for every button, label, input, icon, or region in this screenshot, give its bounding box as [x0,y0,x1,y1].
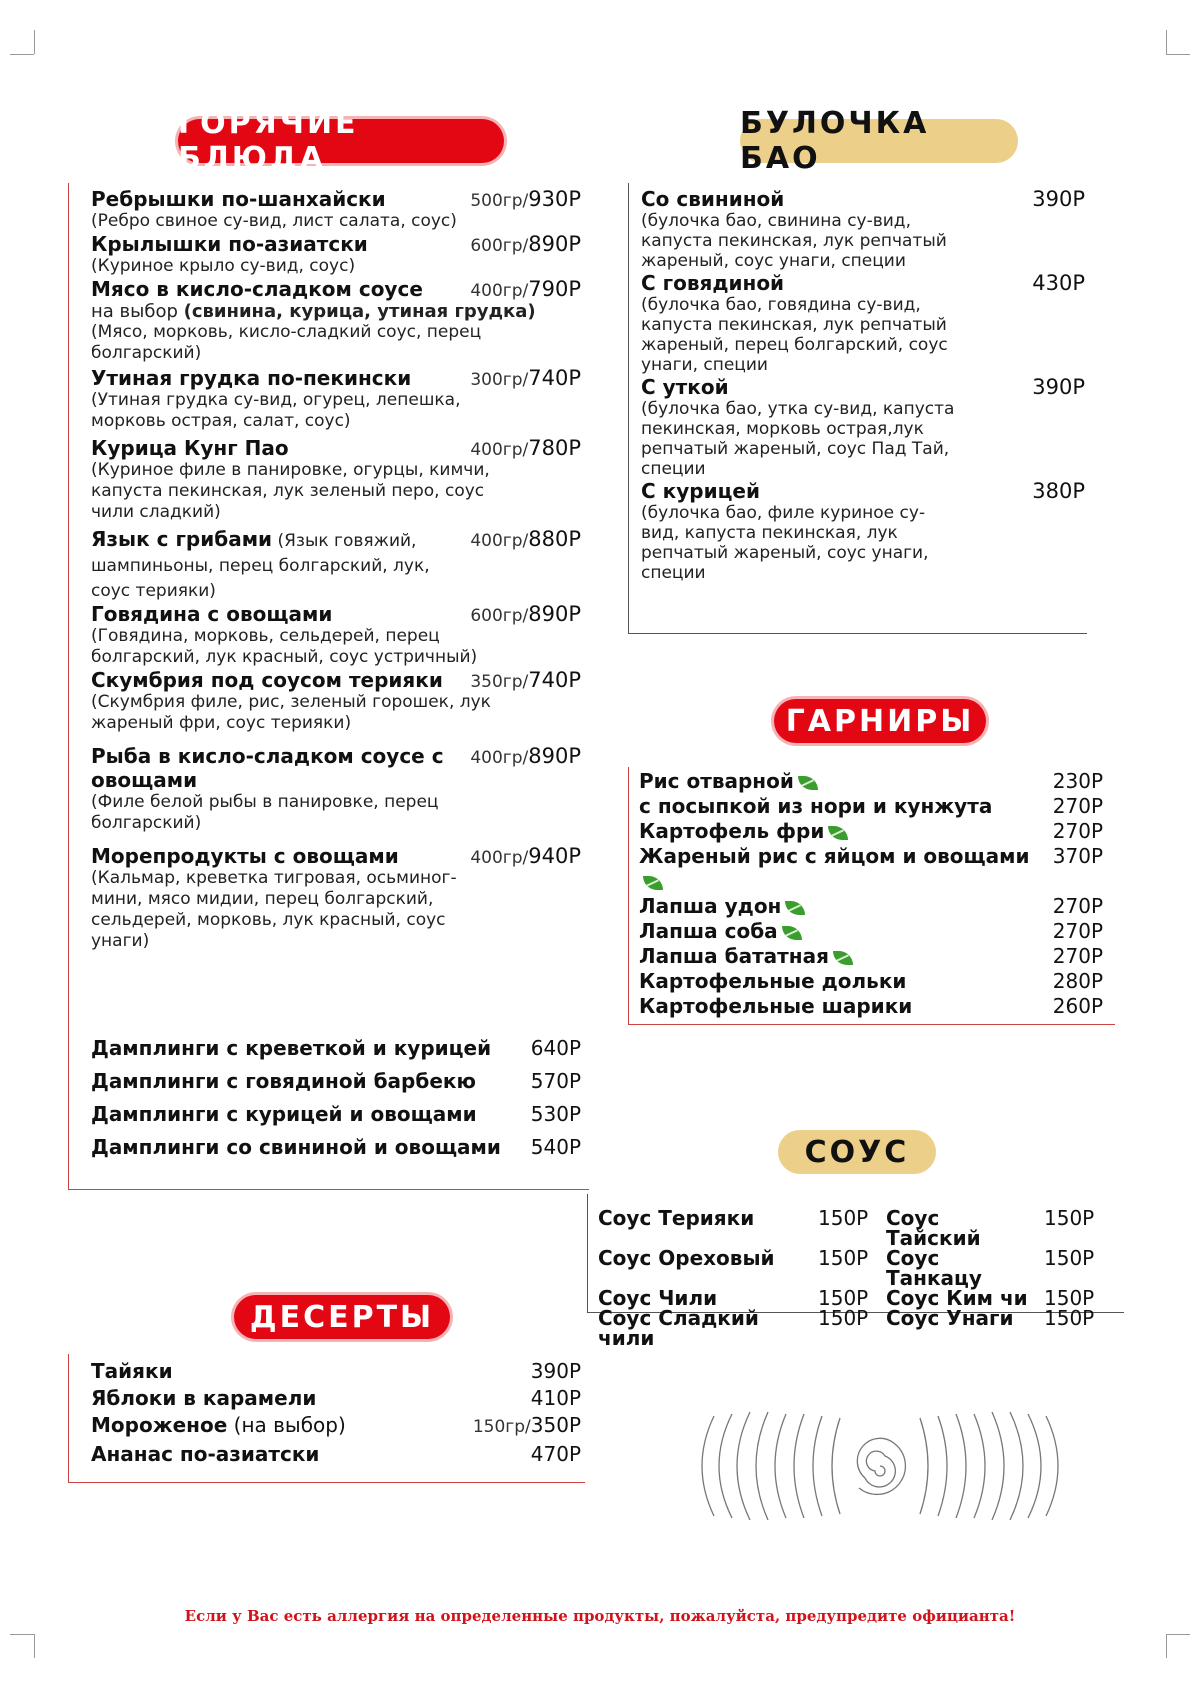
item-name-text: Лапша бататная [639,944,829,968]
item-price-value: 350Р [530,1413,581,1437]
side-item [639,919,1103,944]
menu-item [91,366,581,432]
item-weight: 400гр/ [470,281,529,301]
item-name [639,769,818,794]
item-price-value: 890Р [528,232,581,256]
item-description: (булочка бао, говядина су-вид, капуста пекинская, лук репчатый жареный, перец болгарский, соус унаги, специи [641,295,948,375]
sauce-name: Соус Сладкий чили [598,1306,759,1350]
section-desserts [68,1354,585,1483]
item-option-choices: (свинина, курица, утиная грудка) [183,301,536,322]
item-price-value: 740Р [528,366,581,390]
item-price [470,277,581,303]
item-price-value: 890Р [528,744,581,768]
sauce-name: Соус Терияки [598,1206,755,1230]
dessert-item [91,1385,581,1412]
menu-item [91,668,581,734]
dumpling-item [91,1065,581,1098]
item-name [91,1358,173,1385]
item-name-text: Мороженое [91,1413,228,1437]
item-description: (Скумбрия филе, рис, зеленый горошек, лук жареный фри, соус терияки) [91,692,491,733]
item-name-text: Картофельные шарики [639,994,913,1018]
sauce-grid [598,1208,1104,1348]
item-description: (булочка бао, свинина су-вид, капуста пекинская, лук репчатый жареный, соус унаги, специи [641,211,947,271]
item-price-value: 390Р [530,1359,581,1383]
item-price-value: 880Р [528,527,581,551]
item-weight: 600гр/ [470,236,529,256]
item-description: (булочка бао, филе куриное су-вид, капуста пекинская, лук репчатый жареный, соус унаги, специи [641,503,929,583]
allergy-notice: Если у Вас есть аллергия на определенные продукты, пожалуйста, предупредите официанта! [184,1607,1016,1625]
item-name: С говядиной [641,271,785,295]
item-description: (Куриное крыло су-вид, соус) [91,256,356,276]
dumplings-list [91,1032,581,1164]
item-price [531,1385,581,1412]
crop-mark [1166,1634,1167,1658]
item-name: С уткой [641,375,729,399]
item-name [91,1412,346,1441]
side-item [639,844,1103,894]
item-name-text: Морепродукты с овощами [91,844,399,868]
crop-mark [34,1634,35,1658]
item-price [470,436,581,462]
dumpling-item [91,1098,581,1131]
item-name: Со свининой [641,187,785,211]
item-description: (Филе белой рыбы в панировке, перец болгарский) [91,792,439,833]
sauce-price: 150Р [818,1286,869,1310]
item-description: (Ребро свиное су-вид, лист салата, соус) [91,211,457,231]
item-name-text: Картофельные дольки [639,969,907,993]
item-name [639,994,912,1019]
item-name [639,844,1053,894]
item-weight: 300гр/ [470,370,529,390]
sauce-name: Соус Тайский [886,1206,981,1250]
crop-mark [10,54,34,55]
sides-list [639,769,1119,1019]
item-name-text: Мясо в кисло-сладком соусе [91,277,423,301]
item-name: С курицей [641,479,760,503]
item-price: 270Р [1052,919,1103,943]
side-item [639,969,1103,994]
item-name-text: Лапша удон [639,894,782,918]
item-name-text: Картофель фри [639,819,825,843]
item-name [639,819,848,844]
item-price: 230Р [1052,769,1103,793]
item-price-value: 930Р [528,187,581,211]
sauce-name: Соус Ким чи [886,1286,1028,1310]
item-price [531,1358,581,1385]
item-price: 260Р [1052,994,1103,1018]
menu-item [91,232,581,277]
item-price-value: 890Р [528,602,581,626]
section-title-desserts: ДЕСЕРТЫ [234,1295,450,1339]
item-price: 570Р [530,1069,581,1093]
section-hot [68,183,589,1190]
bao-item [641,479,1099,583]
section-title-sides: ГАРНИРЫ [774,699,986,743]
item-price: 390Р [1032,375,1085,399]
item-price: 270Р [1052,794,1103,818]
menu-item [91,602,581,668]
crop-mark [34,30,35,54]
item-name: Дамплинги с креветкой и курицей [91,1036,492,1060]
leaf-icon [833,951,853,965]
sauce-name: Соус Ореховый [598,1246,775,1270]
bao-item [641,187,1099,271]
dessert-item [91,1441,581,1468]
item-name [639,894,805,919]
item-price: 640Р [530,1036,581,1060]
item-price-value: 940Р [528,844,581,868]
dessert-item [91,1412,581,1441]
item-option [91,301,581,322]
crop-mark [1166,54,1190,55]
item-description: (Говядина, морковь, сельдерей, перец болгарский, лук красный, соус устричный) [91,626,478,667]
item-price [470,187,581,213]
bao-item [641,375,1099,479]
item-name-text: Крылышки по-азиатски [91,232,368,256]
sauce-price: 150Р [818,1206,869,1230]
side-item [639,894,1103,919]
item-weight: 400гр/ [470,531,529,551]
section-title-bao: БУЛОЧКА БАО [740,119,1018,163]
item-price [470,744,581,770]
menu-item [91,187,581,232]
item-price: 270Р [1052,944,1103,968]
side-item [639,944,1103,969]
item-name-text: Ананас по-азиатски [91,1442,320,1466]
item-name-text: Утиная грудка по-пекински [91,366,412,390]
leaf-icon [828,826,848,840]
item-name-text: Тайяки [91,1359,173,1383]
item-name-text: Жареный рис с яйцом и овощами [639,844,1030,868]
leaf-icon [798,776,818,790]
item-name [639,944,853,969]
item-description: (Кальмар, креветка тигровая, осьминог-мини, мясо мидии, перец болгарский, сельдерей, морковь, лук красный, соус унаги) [91,868,457,951]
item-price: 390Р [1032,187,1085,211]
item-price [470,366,581,392]
item-name: с посыпкой из нори и кунжута [639,794,993,818]
item-name-text: Говядина с овощами [91,602,333,626]
spiral-icon [700,1410,1060,1522]
menu-item [91,844,581,952]
section-bao [628,183,1087,634]
crop-mark [1166,1634,1190,1635]
item-name-text: Рыба в кисло-сладком соусе с овощами [91,744,444,792]
item-price: 430Р [1032,271,1085,295]
item-weight: 400гр/ [470,748,529,768]
hot-dishes-list [91,187,581,952]
item-description: (Куриное филе в панировке, огурцы, кимчи, капуста пекинская, лук зеленый перо, соус чили сладкий) [91,460,490,522]
leaf-icon [785,901,805,915]
item-price-value: 740Р [528,668,581,692]
item-description: (булочка бао, утка су-вид, капуста пекинская, морковь острая,лук репчатый жареный, соус Пад Тай, специи [641,399,955,479]
item-note: (на выбор) [227,1413,346,1437]
sauce-price: 150Р [818,1306,869,1330]
bao-item [641,271,1099,375]
item-price [473,1412,581,1441]
dumpling-item [91,1131,581,1164]
side-item-variant [639,794,1103,819]
item-name-text: Лапша соба [639,919,778,943]
item-price: 530Р [530,1102,581,1126]
item-price [470,527,581,553]
item-description: (Утиная грудка су-вид, огурец, лепешка, морковь острая, салат, соус) [91,390,461,431]
section-sides [628,767,1115,1025]
sauce-price: 150Р [1044,1306,1095,1330]
item-weight: 400гр/ [470,848,529,868]
sauce-price: 150Р [1044,1206,1095,1230]
item-price-value: 470Р [530,1442,581,1466]
item-name-text: Скумбрия под соусом терияки [91,668,443,692]
item-name [639,969,906,994]
sauce-price: 150Р [1044,1286,1095,1310]
side-item [639,994,1103,1019]
dumpling-item [91,1032,581,1065]
item-name-text: Язык с грибами [91,527,273,551]
item-price [470,668,581,694]
item-weight: 500гр/ [470,191,529,211]
item-name-text: Яблоки в карамели [91,1386,317,1410]
item-weight: 600гр/ [470,606,529,626]
item-price: 380Р [1032,479,1085,503]
item-weight: 400гр/ [470,440,529,460]
item-name: Дамплинги с курицей и овощами [91,1102,477,1126]
item-weight: 350гр/ [470,672,529,692]
item-option-prefix: на выбор [91,301,184,322]
dessert-item [91,1358,581,1385]
item-description: (Язык говяжий, шампиньоны, перец болгарский, лук, соус терияки) [91,531,430,601]
menu-item [91,277,581,364]
bao-list [641,187,1123,583]
item-price [470,602,581,628]
sauce-name: Соус Унаги [886,1306,1014,1330]
item-name-text: Курица Кунг Пао [91,436,289,460]
item-price [470,232,581,258]
sauce-price: 150Р [1044,1246,1095,1270]
side-item [639,819,1103,844]
sauce-price: 150Р [818,1246,869,1270]
item-name: Дамплинги со свининой и овощами [91,1135,501,1159]
menu-item [91,436,581,523]
item-name: Дамплинги с говядиной барбекю [91,1069,476,1093]
item-price: 280Р [1052,969,1103,993]
item-price: 270Р [1052,894,1103,918]
item-price: 540Р [530,1135,581,1159]
item-price: 370Р [1052,844,1103,868]
item-price-value: 410Р [530,1386,581,1410]
side-item [639,769,1103,794]
section-sauce [587,1194,1124,1350]
item-name-text: Рис отварной [639,769,794,793]
item-name [91,1441,319,1468]
item-price [531,1441,581,1468]
item-price [470,844,581,870]
item-price-value: 790Р [528,277,581,301]
item-name [639,919,802,944]
menu-item [91,527,581,602]
item-price-value: 780Р [528,436,581,460]
section-title-sauce: СОУС [778,1130,936,1174]
item-price: 270Р [1052,819,1103,843]
item-description: (Мясо, морковь, кисло-сладкий соус, перец болгарский) [91,322,482,363]
section-title-hot: ГОРЯЧИЕ БЛЮДА [178,119,504,163]
menu-item [91,744,581,834]
item-name-text: Ребрышки по-шанхайски [91,187,386,211]
desserts-list [91,1358,581,1468]
leaf-icon [643,876,663,890]
leaf-icon [782,926,802,940]
crop-mark [1166,30,1167,54]
sauce-name: Соус Чили [598,1286,718,1310]
item-name [91,1385,316,1412]
item-weight: 150гр/ [472,1417,531,1437]
sauce-name: Соус Танкацу [886,1246,982,1290]
crop-mark [10,1634,34,1635]
